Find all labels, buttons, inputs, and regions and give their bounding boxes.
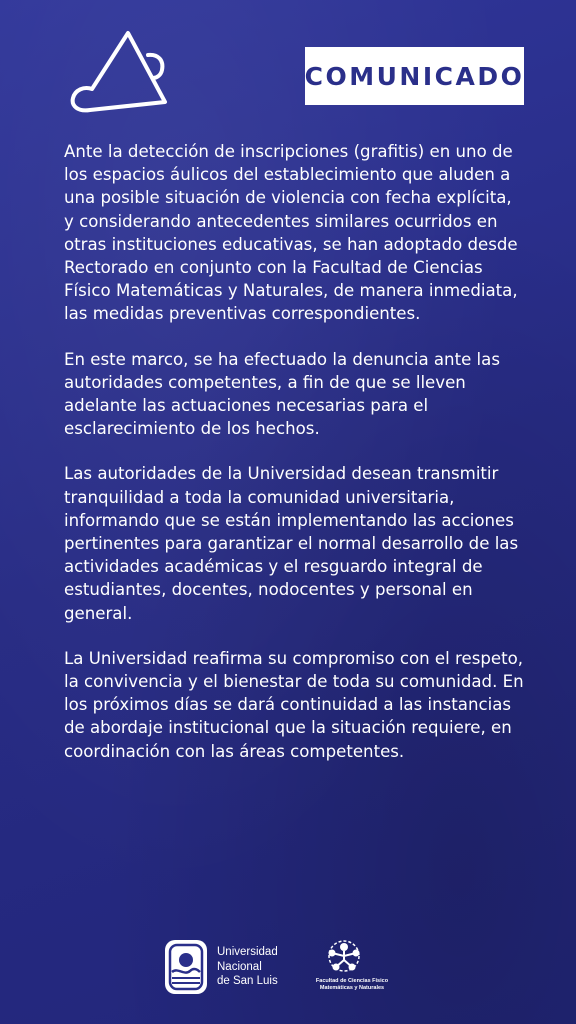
footer-logos [0, 930, 576, 1010]
paragraph-2: En este marco, se ha efectuado la denuncia ante las autoridades competentes, a fin de que se lleven adelante las actuaciones necesarias para el esclarecimiento de los hechos. [64, 349, 500, 439]
unsl-name-line-2: Nacional [217, 960, 262, 973]
fcfmn-name-line-2: Matemáticas y Naturales [319, 985, 385, 991]
unsl-name-line-1: Universidad [217, 946, 278, 958]
unsl-name-line-3: de San Luis [217, 975, 278, 987]
paragraph-4: La Universidad reafirma su compromiso con el respeto, la convivencia y el bienestar de toda su comunidad. En los próximos días se dará continuidad a las instancias de abordaje institucional que la situación requiere, en coordinación con las áreas competentes. [64, 648, 524, 761]
triangle-logo-icon [66, 28, 172, 116]
fcfmn-name-line-1: Facultad de Ciencias Físico [315, 978, 389, 984]
fcfmn-name [312, 978, 392, 992]
unsl-seal-icon [163, 938, 209, 996]
header [0, 0, 576, 130]
paragraph-1: Ante la detección de inscripciones (grafitis) en uno de los espacios áulicos del establecimiento que aluden a una posible situación de violencia con fecha explícita, y considerando antecedentes similares ocurridos en otras instituciones educativas, se han adoptado desde Rectorado en conjunto con la Facultad de Ciencias Físico Matemáticas y Naturales, de manera inmediata, las medidas preventivas correspondientes. [64, 142, 518, 324]
announcement-body [64, 140, 526, 785]
comunicado-badge [305, 47, 524, 105]
unsl-name [217, 945, 307, 989]
badge-label: COMUNICADO [304, 61, 525, 91]
fcfmn-figure-icon [320, 936, 368, 976]
paragraph-3: Las autoridades de la Universidad desean transmitir tranquilidad a toda la comunidad universitaria, informando que se están implementando las acciones pertinentes para garantizar el normal desarrollo de las actividades académicas y el resguardo integral de estudiantes, docentes, nodocentes y personal en general. [64, 464, 519, 623]
